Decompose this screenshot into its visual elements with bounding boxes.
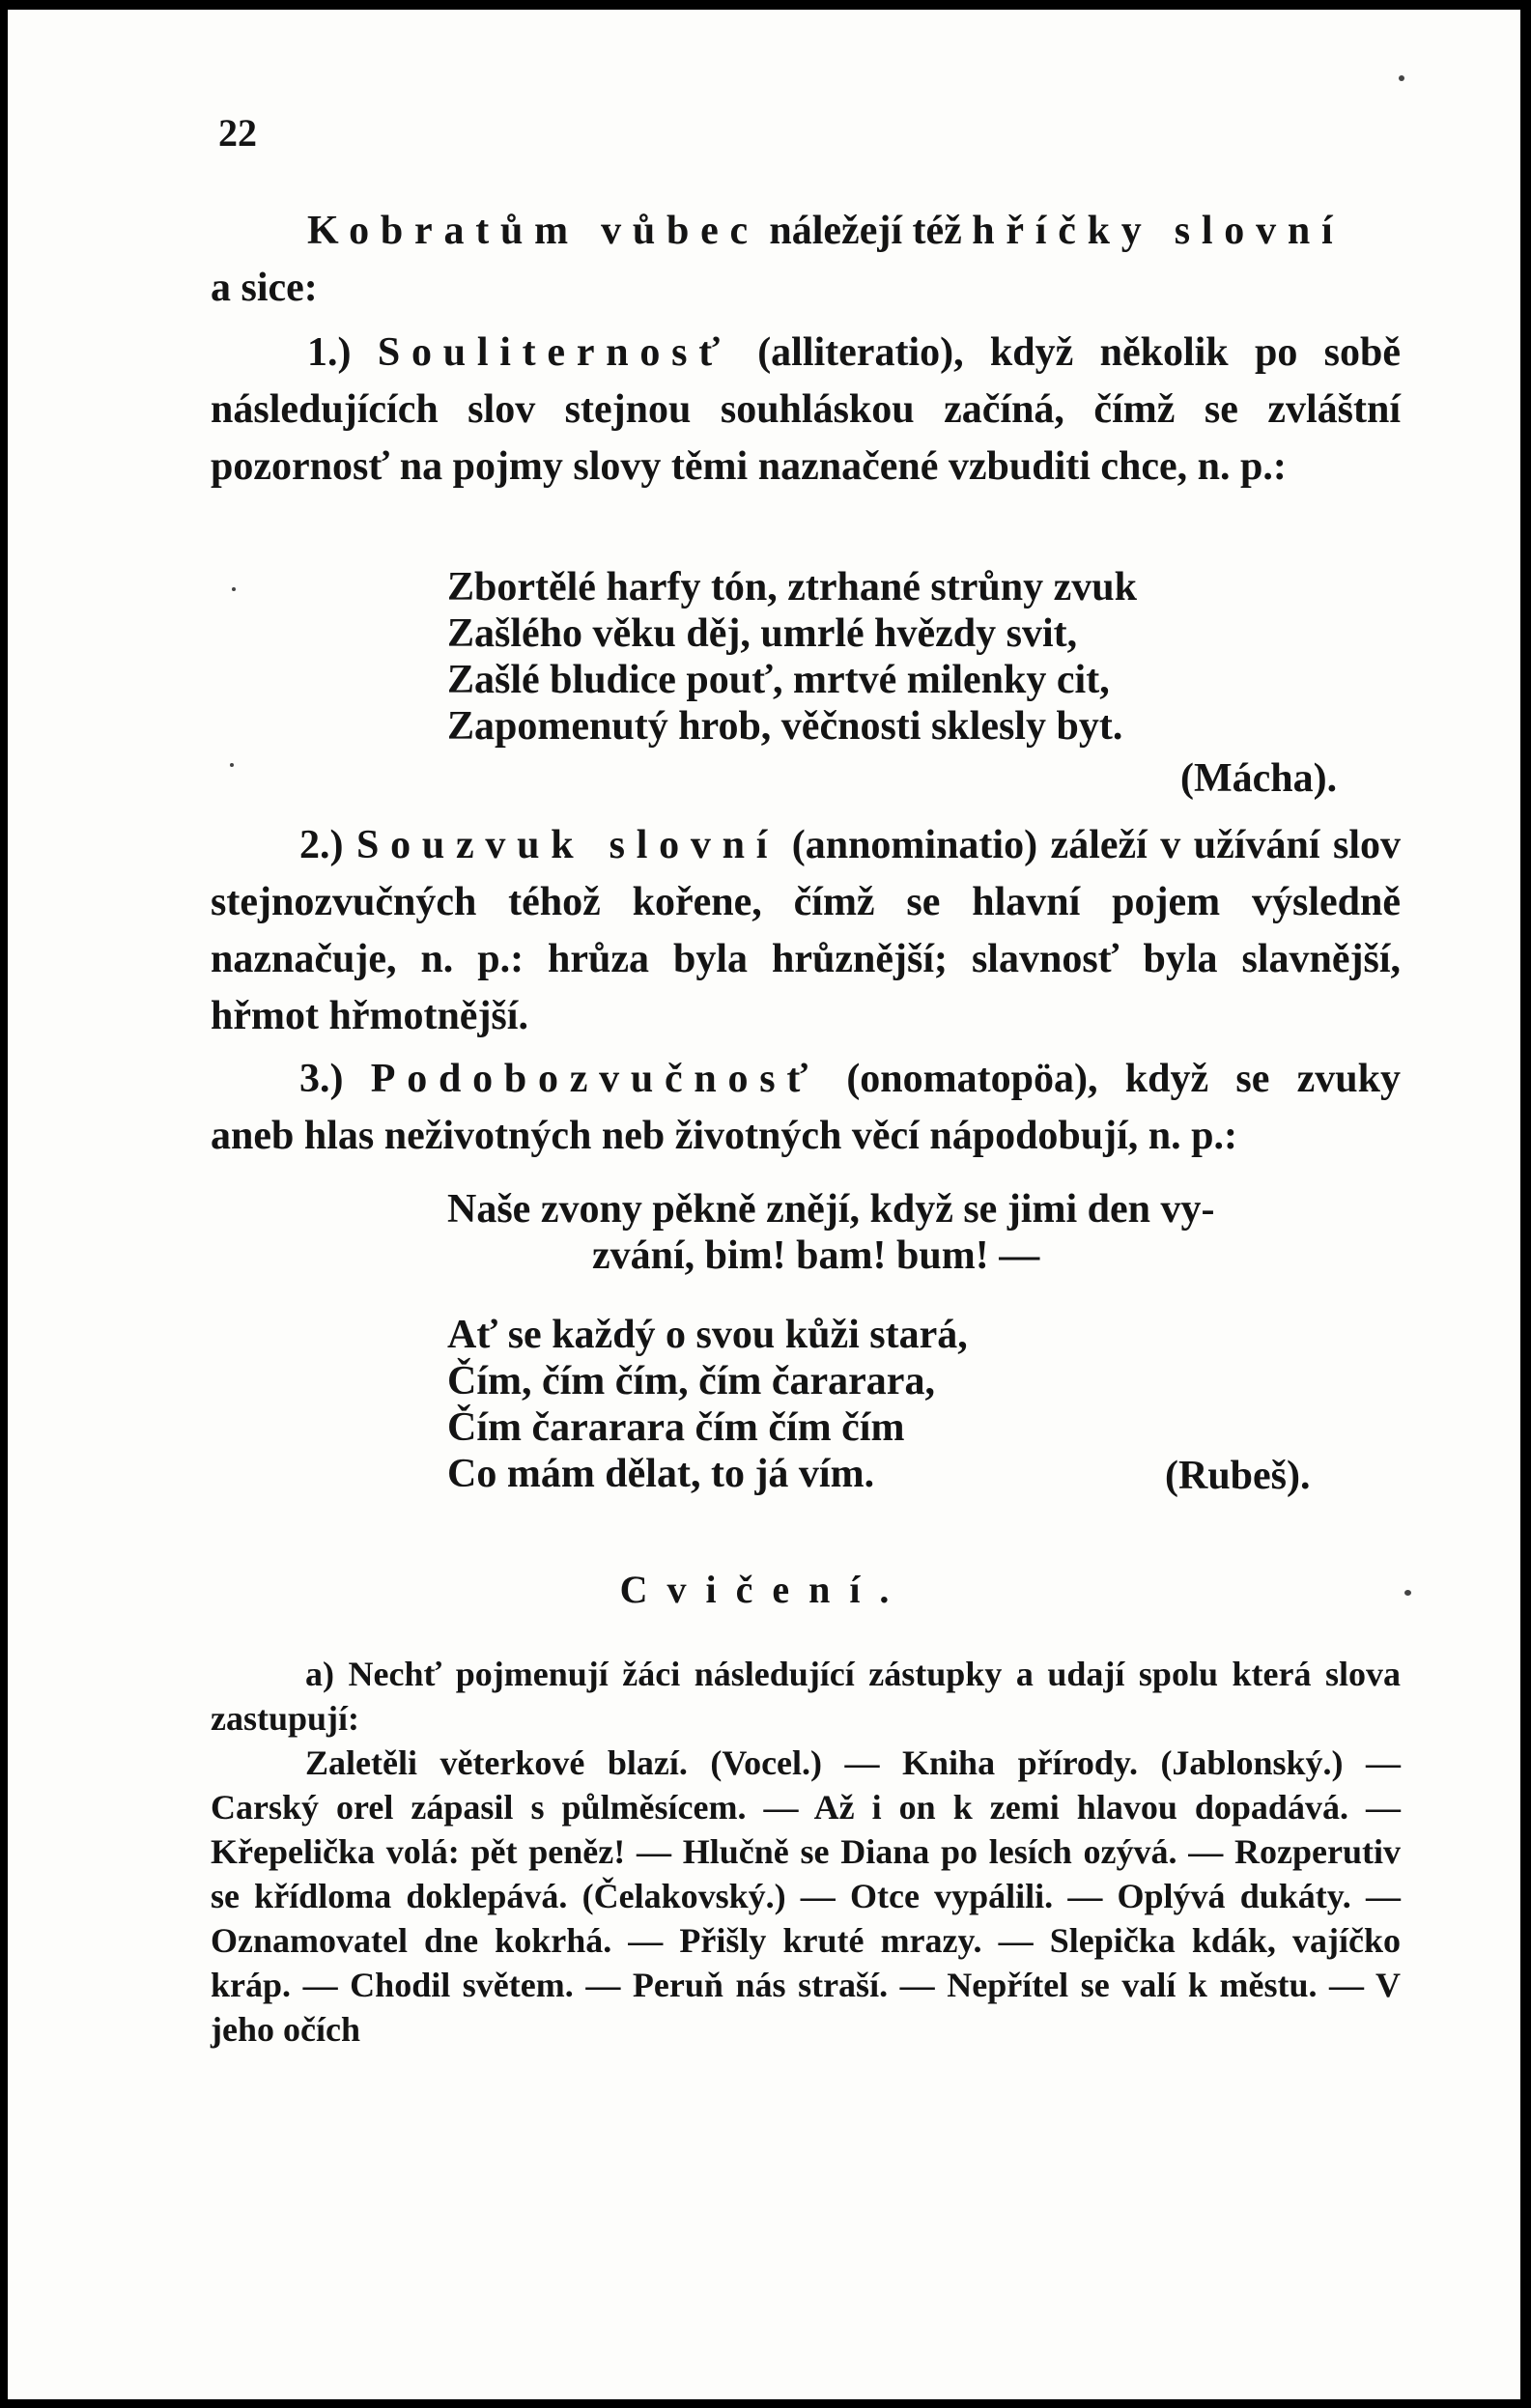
verse-2-line: Čím, čím čím, čím čararara, [447,1359,935,1403]
item-2-paragraph [211,817,1401,1045]
verse-1-line: Zašlé bludice pouť, mrtvé milenky cit, [447,658,1110,702]
verse-2-line: Ať se každý o svou kůži stará, [447,1313,968,1357]
exercise-text: Zaletěli věterkové blazí. (Vocel.) — Kniha přírody. (Jablonský.) — Carský orel zápasil s půlměsícem. — Až i on k zemi hlavou dopadává. — Křepelička volá: pět peněz! — Hlučně se Diana po lesích ozývá. — Rozperutiv se křídloma doklepává. (Čelakovský.) — Otce vypálili. — Oplývá dukáty. — Oznamovatel dne kokrhá. — Přišly kruté mrazy. — Slepička kdák, vajíčko kráp. — Chodil světem. — Peruň nás straší. — Nepřítel se valí k městu. — V jeho očích [211,1743,1401,2049]
verse-1-line: Zapomenutý hrob, věčnosti sklesly byt. [447,704,1123,749]
quote-line-2: zvání, bim! bam! bum! — [592,1233,1040,1278]
verse-2-line: Čím čararara čím čím čím [447,1405,905,1450]
verse-2-line: Co mám dělat, to já vím. [447,1452,875,1496]
quote-line-1: Naše zvony pěkně znějí, když se jimi den vy- [447,1187,1215,1232]
verse-2-author: (Rubeš). [1165,1454,1311,1498]
scan-speck [232,587,236,591]
scan-speck [230,763,234,767]
item-3-number: 3.) [299,1057,344,1101]
item-2-text: (annominatio) záleží v užívání slov stejnozvučných téhož kořene, čímž se hlavní pojem výsledně naznačuje, n. p.: hrůza byla hrůznější; slavnosť byla slavnější, hřmot hřmotnější. [211,823,1401,1038]
exercise-instruction: a) Nechť pojmenují žáci následující zástupky a udají spolu která slova zastupují: [211,1655,1401,1738]
book-page [8,10,1520,2399]
verse-1-line: Zašlého věku děj, umrlé hvězdy svit, [447,611,1078,656]
item-3-term: Podobozvučnosť [370,1057,820,1101]
verse-2 [447,1312,968,1497]
verse-1-line: Zbortělé harfy tón, ztrhané strůny zvuk [447,565,1137,609]
intro-paragraph [211,203,1401,317]
item-1-text: (alliteratio), když několik po sobě následujících slov stejnou souhláskou začíná, čímž se zvláštní pozornosť na pojmy slovy těmi naznačené vzbuditi chce, n. p.: [211,330,1401,489]
item-2-term: Souzvuk slovní [355,823,780,867]
quote [447,1186,1214,1279]
item-3-paragraph [211,1051,1401,1165]
intro-mid: náležejí též [769,209,962,253]
item-2-number: 2.) [299,823,344,867]
intro-lead: K [307,209,339,253]
intro-tail: a sice: [211,266,318,310]
verse-1 [447,564,1137,750]
scan-speck [1404,1590,1411,1596]
item-1-number: 1.) [307,330,352,375]
verse-1-author: (Mácha). [1180,756,1338,801]
item-1-term: Souliternosť [377,330,731,375]
scan-speck [1399,75,1404,81]
item-1-paragraph [211,325,1401,496]
intro-term: obratům vůbec [349,209,759,253]
item-3-text: (onomatopöa), když se zvuky aneb hlas neživotných neb životných věcí nápodobují, n. p.: [211,1057,1402,1158]
exercise-heading: Cvičení. [619,1568,909,1611]
intro-term-2: hříčky slovní [972,209,1345,253]
page-number: 22 [218,111,257,155]
